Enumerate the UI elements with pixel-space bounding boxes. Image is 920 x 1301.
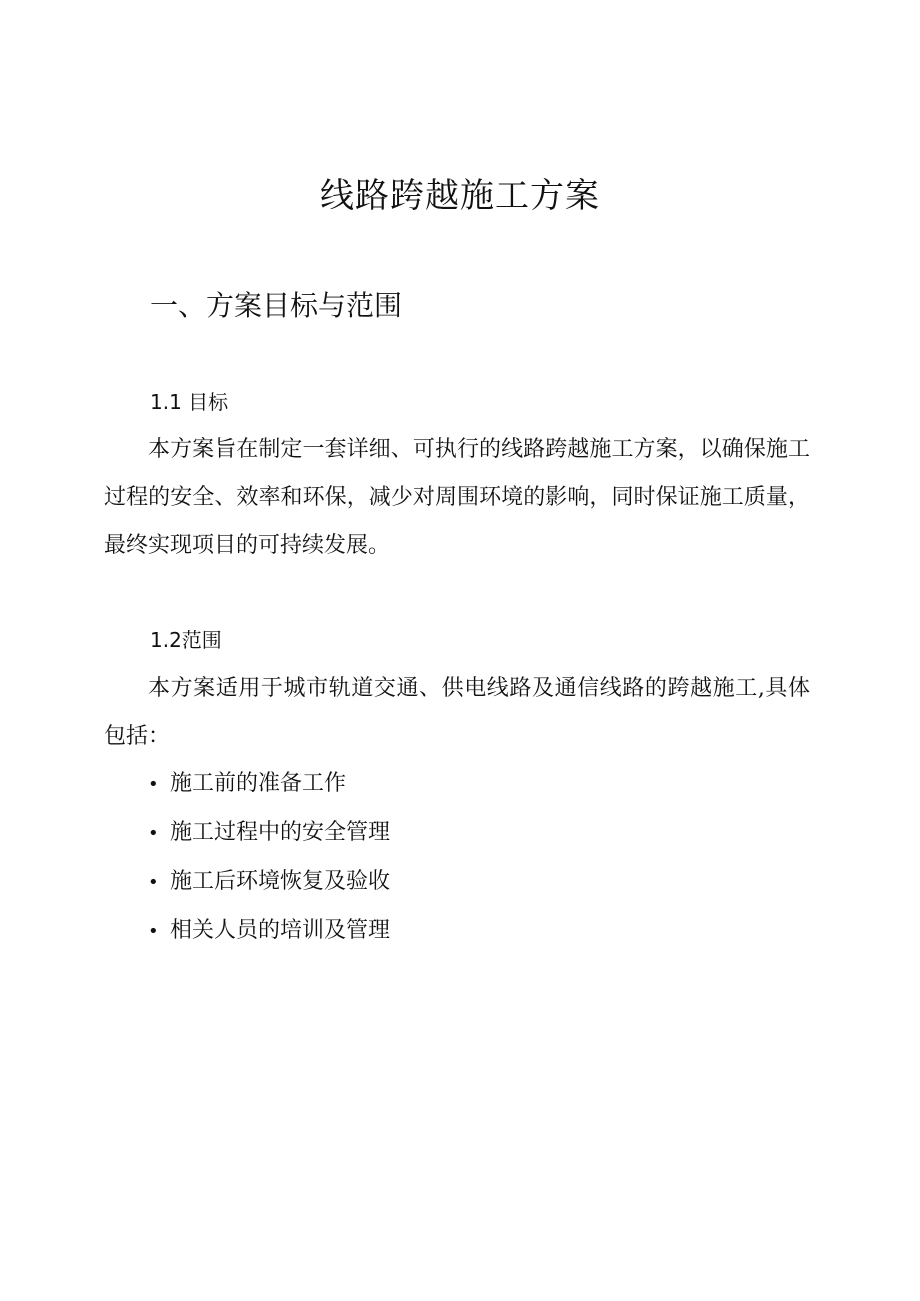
bullet-icon: •	[148, 872, 159, 893]
list-item	[148, 762, 390, 811]
subsection-heading-scope: 1.2范围	[150, 628, 222, 652]
subsection-heading-goal: 1.1 目标	[150, 390, 229, 414]
list-item	[148, 909, 390, 958]
bullet-icon: •	[148, 921, 159, 942]
list-item-text: 施工后环境恢复及验收	[170, 869, 391, 894]
list-item-text: 施工过程中的安全管理	[170, 820, 391, 845]
section-heading: 一、方案目标与范围	[150, 289, 403, 322]
goal-paragraph: 本方案旨在制定一套详细、可执行的线路跨越施工方案，以确保施工过程的安全、效率和环保，减少对周围环境的影响，同时保证施工质量，最终实现项目的可持续发展。	[104, 437, 810, 558]
scope-list	[148, 762, 390, 958]
bullet-icon: •	[148, 823, 159, 844]
scope-paragraph: 本方案适用于城市轨道交通、供电线路及通信线路的跨越施工,具体包括：	[104, 676, 810, 749]
list-item-text: 施工前的准备工作	[170, 771, 347, 796]
list-item-text: 相关人员的培训及管理	[170, 918, 391, 943]
list-item	[148, 860, 390, 909]
bullet-icon: •	[148, 774, 159, 795]
document-title: 线路跨越施工方案	[320, 176, 600, 216]
list-item	[148, 811, 390, 860]
